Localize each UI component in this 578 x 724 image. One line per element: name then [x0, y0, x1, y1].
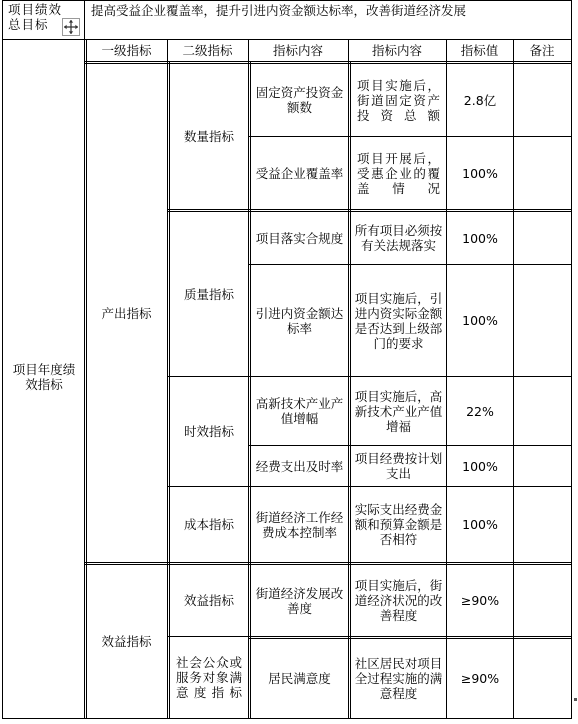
indicator-remark — [514, 487, 571, 562]
annual-indicator-label: 项目年度绩效指标 — [12, 362, 76, 392]
header-value: 指标值 — [460, 43, 499, 58]
indicator-remark — [514, 64, 571, 136]
indicator-name: 居民满意度 — [268, 671, 331, 686]
indicator-remark — [514, 565, 571, 636]
indicator-name: 高新技术产业产值增幅 — [255, 396, 344, 426]
indicator-desc: 所有项目必须按有关法规落实 — [354, 223, 443, 253]
indicator-remark — [514, 377, 571, 445]
level2-cost: 成本指标 — [183, 517, 234, 532]
header-remark: 备注 — [529, 43, 555, 58]
indicator-remark — [514, 212, 571, 264]
indicator-desc: 项目实施后，街道经济状况的改善程度 — [354, 578, 443, 623]
indicator-name: 经费支出及时率 — [255, 458, 344, 474]
indicator-desc: 实际支出经费金额和预算金额是否相符 — [354, 502, 443, 547]
level2-quality: 质量指标 — [183, 286, 234, 302]
indicator-name: 引进内资金额达标率 — [255, 305, 344, 336]
indicator-value: ≥90% — [460, 671, 500, 686]
indicator-desc: 项目实施后，街道固定资产投资总额 — [357, 77, 440, 123]
level2-effect: 效益指标 — [183, 593, 234, 608]
level1-output: 产出指标 — [101, 305, 152, 321]
indicator-name: 固定资产投资金额数 — [255, 85, 344, 115]
indicator-value: 22% — [466, 403, 494, 419]
indicator-name: 街道经济工作经费成本控制率 — [255, 509, 344, 540]
indicator-name: 项目落实合规度 — [255, 230, 344, 246]
indicator-name: 街道经济发展改善度 — [255, 585, 344, 616]
indicator-remark — [514, 265, 571, 376]
header-content-1: 指标内容 — [272, 43, 323, 58]
indicator-remark — [514, 446, 571, 486]
goal-label: 项目绩效总目标 — [8, 2, 63, 32]
indicator-remark — [514, 137, 571, 209]
goal-text: 提高受益企业覆盖率，提升引进内资金额达标率，改善街道经济发展 — [91, 3, 467, 18]
header-level1: 一级指标 — [101, 43, 152, 58]
indicator-value: ≥90% — [460, 593, 500, 608]
indicator-name: 受益企业覆盖率 — [255, 165, 344, 181]
indicator-value: 100% — [462, 517, 498, 532]
level2-timeliness: 时效指标 — [183, 424, 234, 439]
indicator-desc: 项目经费按计划支出 — [354, 451, 443, 481]
indicator-remark — [514, 639, 571, 718]
small-dot-icon — [574, 698, 577, 701]
indicator-value: 2.8亿 — [463, 92, 497, 108]
header-level2: 二级指标 — [182, 43, 233, 58]
indicator-desc: 项目实施后，引进内资实际金额是否达到上级部门的要求 — [354, 290, 443, 351]
indicator-value: 100% — [462, 165, 498, 181]
indicator-value: 100% — [462, 230, 498, 246]
indicator-desc: 项目实施后，高新技术产业产值增福 — [354, 388, 443, 434]
level2-satisfaction: 社会公众或服务对象满意度指标 — [176, 655, 242, 700]
indicator-value: 100% — [462, 313, 498, 328]
indicator-desc: 社区居民对项目全过程实施的满意程度 — [354, 656, 443, 701]
indicator-value: 100% — [462, 458, 498, 474]
header-content-2: 指标内容 — [371, 43, 422, 58]
level2-quantity: 数量指标 — [183, 129, 234, 144]
level1-benefit: 效益指标 — [101, 634, 152, 649]
indicator-desc: 项目开展后，受惠企业的覆盖情况 — [357, 150, 440, 196]
